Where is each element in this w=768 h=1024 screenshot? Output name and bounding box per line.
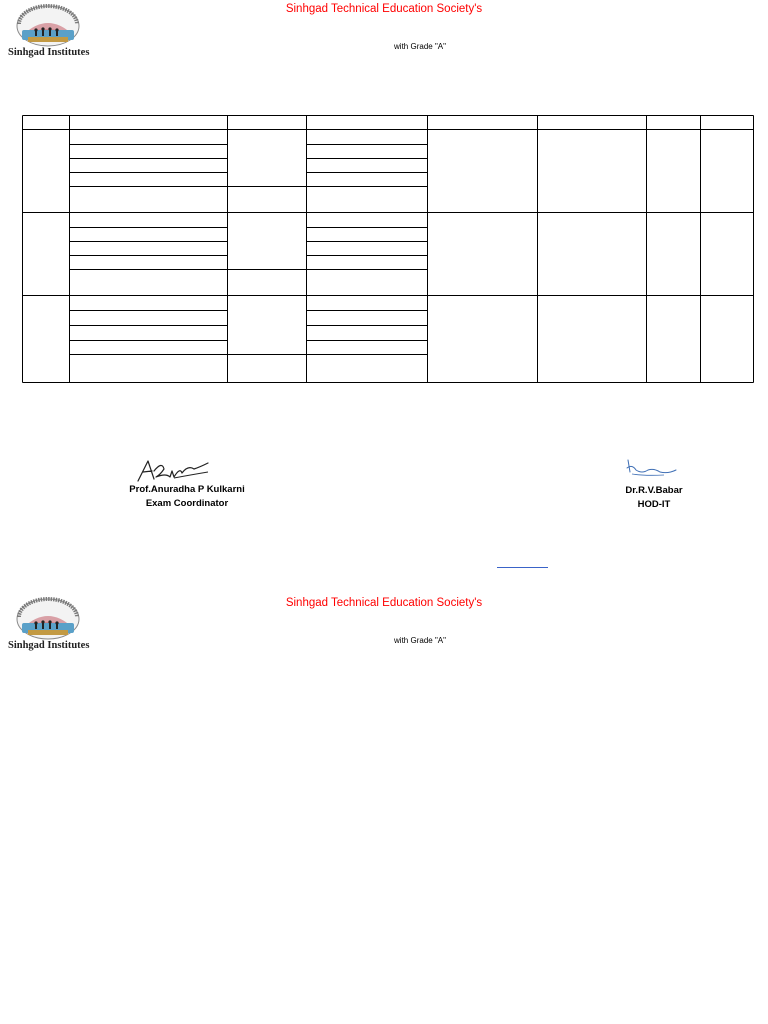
logo-caption: Sinhgad Institutes (8, 640, 90, 651)
society-name: Sinhgad Technical Education Society's (285, 597, 483, 609)
coordinator-signature-icon (134, 455, 214, 485)
logo-caption: Sinhgad Institutes (8, 47, 90, 58)
society-name: Sinhgad Technical Education Society's (285, 3, 483, 15)
hod-designation: HOD-IT (637, 499, 671, 510)
hyperlink-underline[interactable] (497, 567, 548, 568)
institute-logo (8, 597, 90, 651)
exam-schedule-table (0, 0, 768, 400)
coordinator-name: Prof.Anuradha P Kulkarni (129, 484, 245, 495)
accreditation-text: with Grade "A" (394, 636, 446, 645)
hod-name: Dr.R.V.Babar (625, 485, 683, 496)
coordinator-designation: Exam Coordinator (145, 498, 229, 509)
accreditation-text: with Grade "A" (394, 42, 446, 51)
institute-seal-icon (10, 597, 86, 643)
hod-signature-icon (624, 456, 680, 480)
